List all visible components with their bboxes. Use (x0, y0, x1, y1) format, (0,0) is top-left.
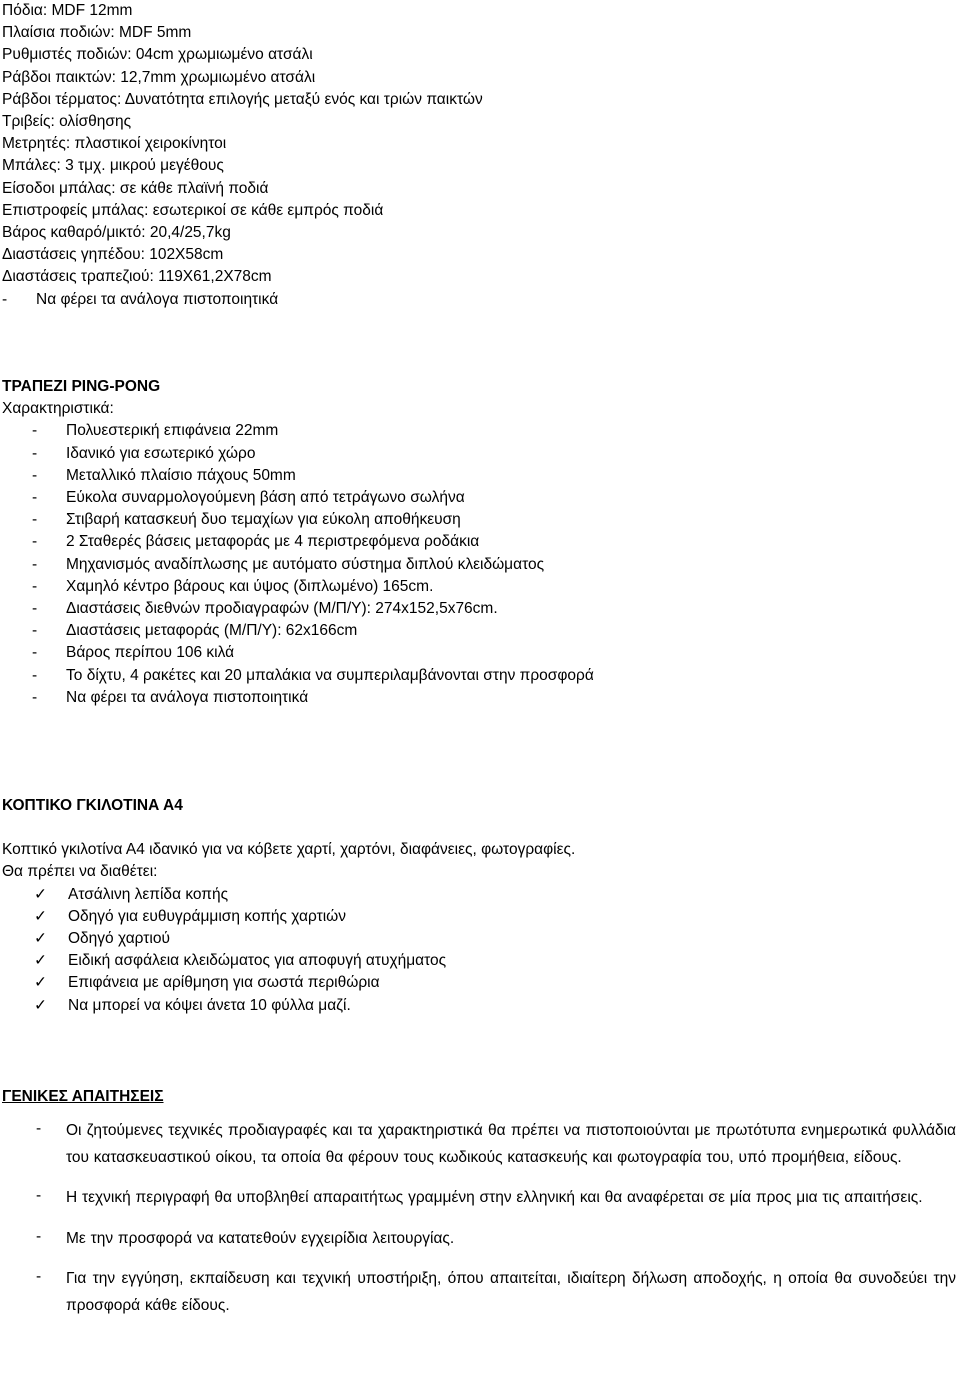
list-item-text: Να φέρει τα ανάλογα πιστοποιητικά (66, 688, 309, 706)
check-item-text: Επιφάνεια με αρίθμηση για σωστά περιθώρια (68, 974, 380, 992)
section-title: ΚΟΠΤΙΚΟ ΓΚΙΛΟΤΙΝΑ Α4 (2, 797, 183, 814)
checkmark-icon: ✓ (34, 974, 47, 992)
dash-marker: - (36, 1227, 42, 1245)
spec-line: Βάρος καθαρό/μικτό: 20,4/25,7kg (2, 224, 231, 242)
list-item (2, 443, 594, 465)
requirement-item (2, 1226, 956, 1253)
dash-marker: - (32, 511, 38, 529)
requirement-text: Με την προσφορά να κατατεθούν εγχειρίδια λειτουργίας. (66, 1229, 455, 1247)
requirement-text: Για την εγγύηση, εκπαίδευση και τεχνική υποστήριξη, όπου απαιτείται, ιδιαίτερη δήλωση αποδοχής, η οποία θα συνοδεύει την προσφορά κάθε είδους. (66, 1270, 956, 1314)
dash-marker: - (36, 1268, 42, 1286)
section-title: ΓΕΝΙΚΕΣ ΑΠΑΙΤΗΣΕΙΣ (2, 1088, 164, 1105)
list-item (2, 554, 594, 576)
checkmark-icon: ✓ (34, 907, 47, 925)
list-item (2, 531, 594, 553)
requirement-item (2, 1118, 956, 1171)
dash-marker: - (32, 577, 38, 595)
list-item (2, 576, 594, 598)
checkmark-icon: ✓ (34, 885, 47, 903)
spec-line: Διαστάσεις τραπεζιού: 119X61,2X78cm (2, 268, 272, 286)
dash-marker: - (32, 622, 38, 640)
list-item-text: Εύκολα συναρμολογούμενη βάση από τετράγωνο σωλήνα (66, 489, 465, 507)
list-item-text: Διαστάσεις μεταφοράς (Μ/Π/Υ): 62x166cm (66, 622, 358, 640)
dash-marker: - (32, 644, 38, 662)
cutter-section (2, 795, 575, 1017)
pingpong-section (2, 376, 594, 709)
dash-marker: - (32, 533, 38, 551)
list-item-text: Μεταλλικό πλαίσιο πάχους 50mm (66, 466, 296, 484)
general-requirements-section (2, 1086, 956, 1319)
check-item-text: Οδηγό για ευθυγράμμιση κοπής χαρτιών (68, 907, 347, 925)
list-item (2, 687, 594, 709)
list-item (2, 509, 594, 531)
list-item (2, 642, 594, 664)
dash-marker: - (32, 688, 38, 706)
dash-marker: - (36, 1187, 42, 1205)
check-item-text: Οδηγό χαρτιού (68, 930, 170, 948)
spec-line: Είσοδοι μπάλας: σε κάθε πλαϊνή ποδιά (2, 179, 269, 197)
requirement-item (2, 1266, 956, 1319)
checkmark-icon: ✓ (34, 952, 47, 970)
dash-marker: - (32, 466, 38, 484)
section-subtitle: Χαρακτηριστικά: (2, 400, 114, 418)
dash-marker: - (2, 290, 8, 308)
spec-line: Ρυθμιστές ποδιών: 04cm χρωμιωμένο ατσάλι (2, 46, 313, 64)
check-item-text: Ειδική ασφάλεια κλειδώματος για αποφυγή ατυχήματος (68, 952, 447, 970)
list-item-text: Μηχανισμός αναδίπλωσης με αυτόματο σύστημα διπλού κλειδώματος (66, 555, 545, 573)
list-item-text: Στιβαρή κατασκευή δυο τεμαχίων για εύκολη αποθήκευση (66, 511, 461, 529)
dash-marker: - (32, 600, 38, 618)
list-item (2, 598, 594, 620)
list-item-text: Βάρος περίπου 106 κιλά (66, 644, 235, 662)
section-title: ΤΡΑΠΕΖΙ PING-PONG (2, 378, 161, 395)
list-item-text: Διαστάσεις διεθνών προδιαγραφών (Μ/Π/Υ): 274x152,5x76cm. (66, 600, 498, 618)
spec-line: Πλαίσια ποδιών: MDF 5mm (2, 24, 192, 42)
spec-line: Πόδια: MDF 12mm (2, 2, 133, 19)
list-item-text: 2 Σταθερές βάσεις μεταφοράς με 4 περιστρεφόμενα ροδάκια (66, 533, 480, 551)
check-item (2, 972, 575, 994)
requirement-item (2, 1185, 956, 1212)
spec-line: Ράβδοι τέρματος: Δυνατότητα επιλογής μεταξύ ενός και τριών παικτών (2, 90, 483, 108)
must-have-label: Θα πρέπει να διαθέτει: (2, 863, 158, 881)
dash-marker: - (32, 666, 38, 684)
list-item (2, 665, 594, 687)
checkmark-icon: ✓ (34, 996, 47, 1014)
requirement-text: Οι ζητούμενες τεχνικές προδιαγραφές και τα χαρακτηριστικά θα πρέπει να πιστοποιούνται με πρωτότυπα ενημερωτικά φυλλάδια του κατασκευαστικού οίκου, τα οποία θα φέρουν τους κωδικούς κατασκευής και φωτογραφία του, υπό προμήθεια, είδους. (66, 1122, 956, 1166)
spec-line: Μπάλες: 3 τμχ. μικρού μεγέθους (2, 157, 224, 175)
check-item (2, 928, 575, 950)
certificates-line (2, 289, 483, 311)
list-item-text: Το δίχτυ, 4 ρακέτες και 20 μπαλάκια να συμπεριλαμβάνονται στην προσφορά (66, 666, 594, 684)
list-item (2, 465, 594, 487)
check-item (2, 906, 575, 928)
checkmark-icon: ✓ (34, 930, 47, 948)
spec-line: Ράβδοι παικτών: 12,7mm χρωμιωμένο ατσάλι (2, 68, 316, 86)
dash-marker: - (32, 422, 38, 440)
spec-line: Διαστάσεις γηπέδου: 102X58cm (2, 246, 224, 264)
requirement-text: Η τεχνική περιγραφή θα υποβληθεί απαραιτήτως γραμμένη στην ελληνική και θα αναφέρεται σε μία προς μια τις απαιτήσεις. (66, 1189, 923, 1207)
list-item (2, 620, 594, 642)
check-item-text: Ατσάλινη λεπίδα κοπής (68, 885, 229, 903)
list-item (2, 420, 594, 442)
dash-marker: - (32, 489, 38, 507)
spec-line: Τριβείς: ολίσθησης (2, 113, 132, 131)
check-item (2, 884, 575, 906)
foosball-specs-section (2, 0, 483, 311)
list-item-text: Πολυεστερική επιφάνεια 22mm (66, 422, 279, 440)
check-item (2, 950, 575, 972)
certificates-text: Να φέρει τα ανάλογα πιστοποιητικά (36, 290, 279, 308)
list-item-text: Χαμηλό κέντρο βάρους και ύψος (διπλωμένο) 165cm. (66, 577, 434, 595)
spec-line: Επιστροφείς μπάλας: εσωτερικοί σε κάθε εμπρός ποδιά (2, 201, 384, 219)
cutter-description: Κοπτικό γκιλοτίνα Α4 ιδανικό για να κόβετε χαρτί, χαρτόνι, διαφάνειες, φωτογραφίες. (2, 841, 576, 859)
check-item (2, 995, 575, 1017)
list-item-text: Ιδανικό για εσωτερικό χώρο (66, 444, 256, 462)
spec-line: Μετρητές: πλαστικοί χειροκίνητοι (2, 135, 227, 153)
dash-marker: - (32, 444, 38, 462)
check-item-text: Να μπορεί να κόψει άνετα 10 φύλλα μαζί. (68, 996, 351, 1014)
dash-marker: - (32, 555, 38, 573)
dash-marker: - (36, 1120, 42, 1138)
list-item (2, 487, 594, 509)
